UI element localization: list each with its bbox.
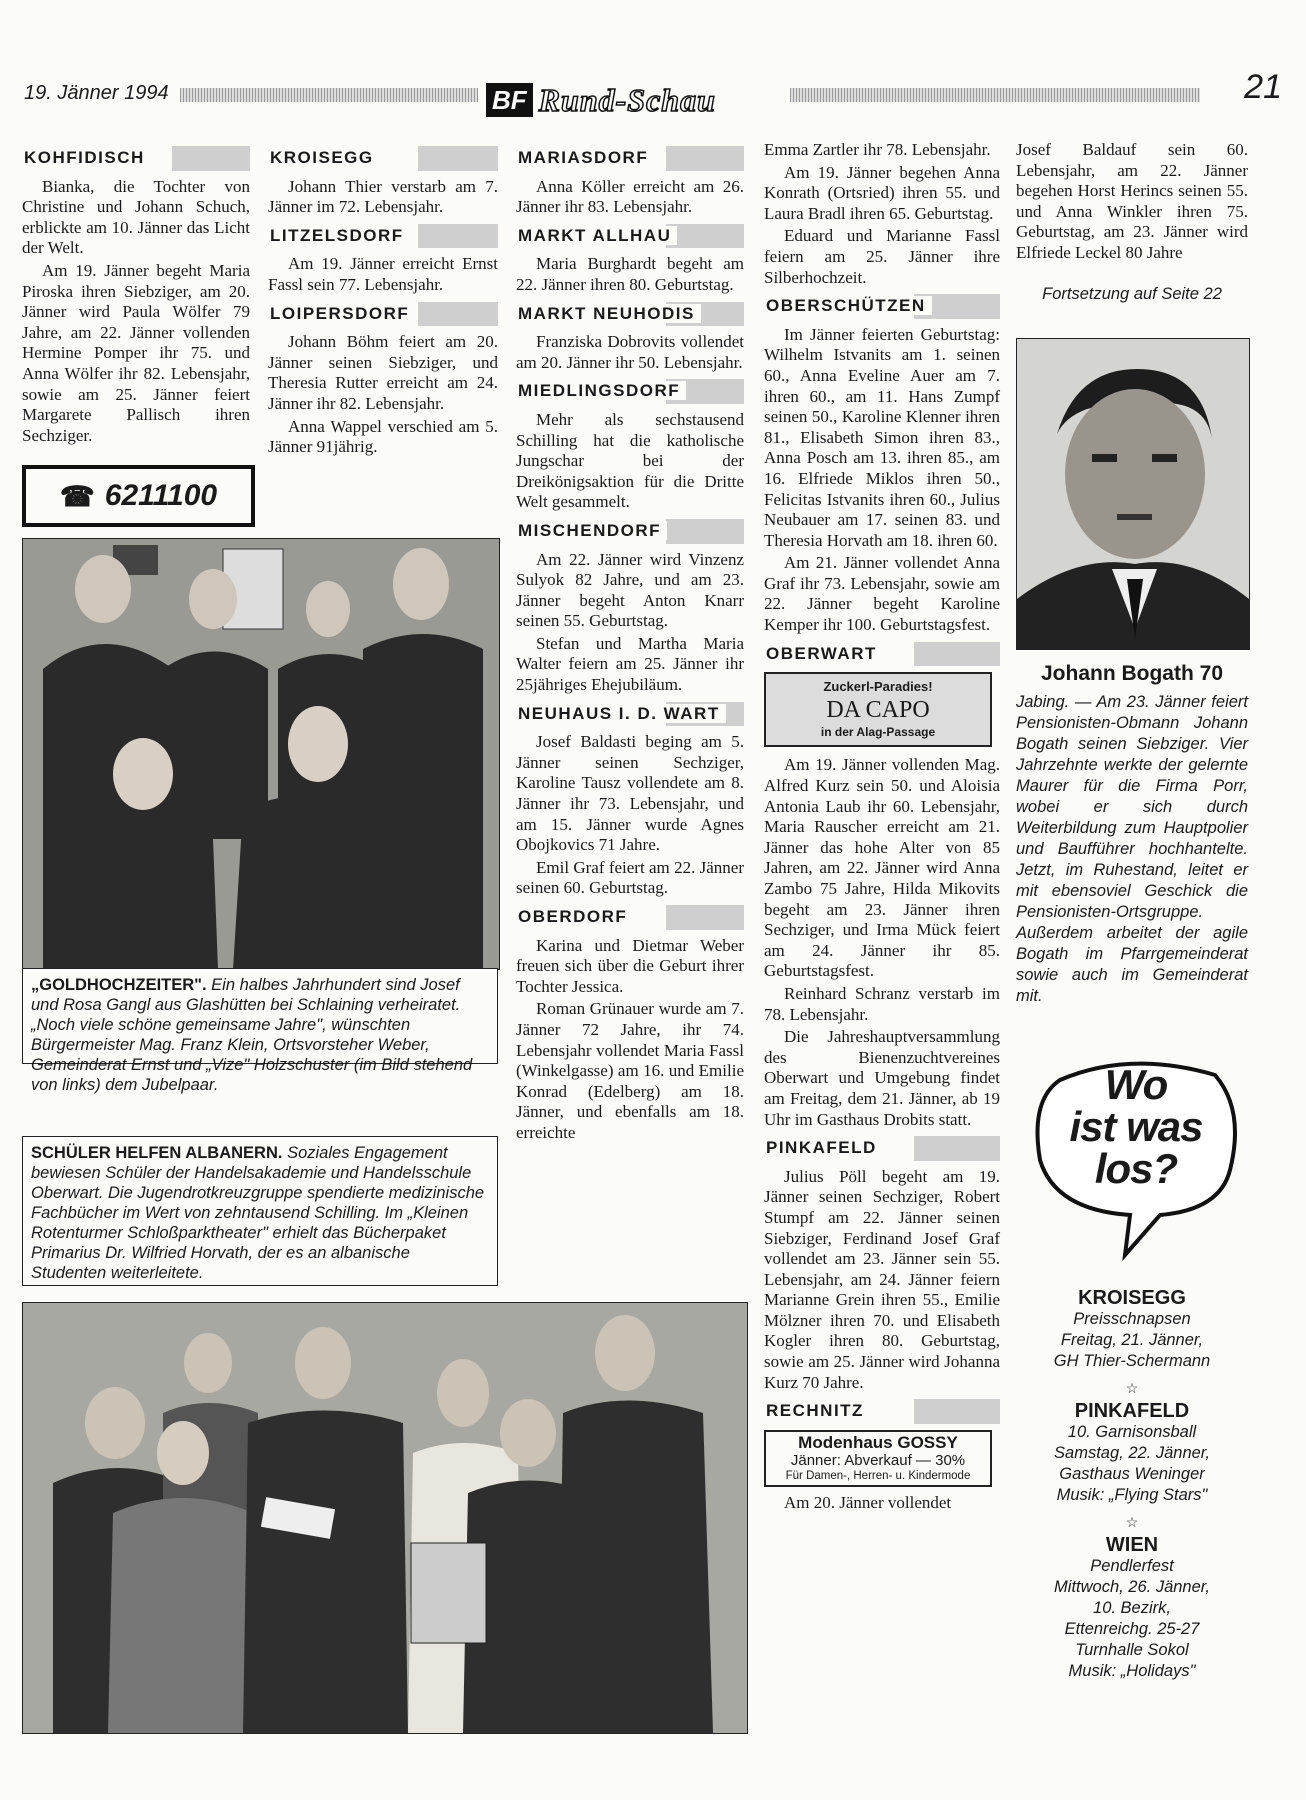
article-text: Stefan und Martha Maria Walter feiern am 25. Jänner ihr 25jähriges Ehejubiläum. [516,633,744,695]
photo-students [22,1302,748,1734]
column-2 [268,140,498,460]
section-heading: NEUHAUS I. D. WART [516,702,744,727]
photo-golden-wedding [22,538,500,970]
event-location: KROISEGG [1078,1287,1186,1309]
ad-offer: Jänner: Abverkauf — 30% [790,1451,966,1469]
article-text: Am 19. Jänner vollenden Mag. Alfred Kurz sein 50. und Aloisia Antonia Laub ihr 60. Lebensjahr, Maria Rauscher erreicht am 21. Jänner das hohe Alter von 85 Jahren, am 22. Jänner wird Anna Zambo 75 Jahre, Hilda Mikovits begeht am 23. Jänner ihren Sechziger, und Irma Mück feiert am 24. Jänner ihr 85. Geburtstagsfest. [764,755,1000,981]
rundschau-wordmark: Rund-Schau [538,81,716,118]
article-text: Johann Böhm feiert am 20. Jänner seinen Siebziger, und Theresia Rutter erreicht am 24. Jänner ihr 82. Lebensjahr. [268,332,498,413]
article-text: Roman Grünauer wurde am 7. Jänner 72 Jahre, ihr 74. Lebensjahr vollendet Maria Fassl (Winkelgasse) am 16. und Emilie Konrad (Edelberg) am 18. Jänner, und ebenfalls am 18. erreichte [516,999,744,1142]
events-bubble [1030,1050,1242,1270]
event-detail: Mittwoch, 26. Jänner, [1054,1578,1210,1596]
header-rule-right [790,88,1200,102]
article-text: Johann Thier verstarb am 7. Jänner im 72. Lebensjahr. [268,176,498,217]
section-heading: MARKT NEUHODIS [516,302,744,327]
bubble-line: los? [1094,1145,1178,1192]
column-1 [22,140,250,448]
bubble-line: Wo [1104,1061,1168,1108]
section-heading: OBERDORF [516,905,744,930]
section-heading: OBERWART [764,642,1000,667]
portrait-johann-bogath [1016,338,1250,650]
article-text: Am 22. Jänner wird Vinzenz Sulyok 82 Jahre, und am 23. Jänner begeht Anton Knarr seinen 55. Geburtstag. [516,549,744,631]
article-text: Am 19. Jänner begehen Anna Konrath (Ortsried) ihren 55. und Laura Bradl ihren 65. Geburtstag. [764,162,1000,223]
section-heading: LITZELSDORF [268,224,498,249]
section-heading: PINKAFELD [764,1136,1000,1161]
article-text: Reinhard Schranz verstarb im 78. Lebensjahr. [764,983,1000,1024]
caption-title: „GOLDHOCHZEITER". [31,976,207,994]
article-text: Am 19. Jänner erreicht Ernst Fassl sein 77. Lebensjahr. [268,254,498,294]
telephone-icon: ☎ [59,480,95,512]
star-icon: ☆ [1125,1514,1139,1530]
article-text: Franziska Dobrovits vollendet am 20. Jänner ihr 50. Lebensjahr. [516,332,744,372]
star-icon: ☆ [1125,1380,1139,1396]
column-4 [764,140,1000,1515]
article-text: Am 20. Jänner vollendet [784,1492,952,1512]
header-rule-left [180,88,478,102]
event-detail: Pendlerfest [1090,1557,1174,1575]
ad-gossy [764,1430,992,1487]
caption-text: Ein halbes Jahrhundert sind Josef und Rosa Gangl aus Glashütten bei Schlaining verheiratet. „Noch viele schöne gemeinsame Jahre", wünschten Bürgermeister Mag. Franz Klein, Ortsvorsteher Weber, Gemeinderat Ernst und „Vize" Holzschuster (im Bild stehend von links) dem Jubelpaar. [31,976,473,1094]
portrait-title: Johann Bogath 70 [1040,662,1224,685]
article-text: Im Jänner feierten Geburtstag: Wilhelm Istvanits am 1. seinen 60., Anna Eveline Auer am 7. ihren 60., am 11. Hans Zumpf seinen 50., Karoline Klenner ihren 81., Elisabeth Simon ihren 83., Anna Posch am 13. ihren 85., am 16. Elfriede Miklos ihren 50., Felicitas Istvanits ihren 60., Julius Neubauer am 17. seinen 83. und Theresia Horvath am 18. ihren 60. [764,324,1000,550]
article-text: Karina und Dietmar Weber freuen sich über die Geburt ihrer Tochter Jessica. [516,935,744,996]
portrait-text: Jabing. — Am 23. Jänner feiert Pensionisten-Obmann Johann Bogath seinen Siebziger. Vier Jahrzehnte werkte der gelernte Maurer für die Firma Porr, wobei er sich durch Weiterbildung zum Hauptpolier und Baufführer hochhantelte. Jetzt, im Ruhestand, leitet er mit ebensoviel Geschick die Pensionisten-Ortsgruppe. Außerdem arbeitet der agile Bogath im Pfarrgemeinderat sowie auch im Gemeinderat mit. [1016,693,1248,1005]
ad-brand: DA CAPO [826,696,930,723]
column-3 [516,140,744,1146]
event-location: WIEN [1105,1534,1159,1556]
article-text: Julius Pöll begeht am 19. Jänner seinen Sechziger, Robert Stumpf am 22. Jänner seinen Siebziger, Ferdinand Josef Graf vollendet am 23. Jänner sein 55. Lebensjahr, am 24. Jänner feiern Marianne Grein ihren 55., Emilie Mölzner ihren 70. und Elisabeth Kogler ihren 80. Geburtstag, sowie am 25. Jänner wird Johanna Kurz 70 Jahre. [764,1166,1000,1392]
section-heading: RECHNITZ [764,1399,1000,1424]
event-detail: Turnhalle Sokol [1075,1641,1189,1659]
event-location: PINKAFELD [1074,1400,1190,1422]
event-detail: 10. Garnisonsball [1067,1423,1197,1441]
event-detail: 10. Bezirk, [1093,1599,1171,1617]
section-heading: KOHFIDISCH [22,146,250,171]
event-detail: Musik: „Holidays" [1068,1662,1196,1680]
column-5 [1016,140,1248,266]
phone-box [22,465,255,527]
article-text: Emma Zartler ihr 78. Lebensjahr. [764,140,991,159]
events-list [1016,1282,1248,1682]
ad-da-capo [764,672,992,747]
section-heading: LOIPERSDORF [268,302,498,327]
phone-number: 6211100 [104,479,218,512]
event-detail: Ettenreichg. 25-27 [1064,1620,1200,1638]
ad-tagline: Zuckerl-Paradies! [823,679,933,695]
caption-albanians [22,1136,498,1286]
photo-figures [23,1303,747,1733]
article-text: Am 19. Jänner begeht Maria Piroska ihren Siebziger, am 20. Jänner wird Paula Wölfer 79 Jahre, am 22. Jänner vollenden Hermine Pomper ihr 75. und Anna Wölfer ihr 82. Lebensjahr, sowie am 25. Jänner feiert Margarete Pallisch ihren Sechziger. [22,260,250,445]
article-text: Anna Köller erreicht am 26. Jänner ihr 83. Lebensjahr. [516,176,744,217]
event-detail: Musik: „Flying Stars" [1056,1486,1208,1504]
article-text: Am 21. Jänner vollendet Anna Graf ihr 73. Lebensjahr, sowie am 22. Jänner begeht Karoline Kemper ihr 100. Geburtstagsfest. [764,553,1000,635]
section-heading: KROISEGG [268,146,498,171]
caption-golden-wedding [22,968,498,1094]
caption-text: Soziales Engagement bewiesen Schüler der Handelsakademie und Handelsschule Oberwart. Die Jugendrotkreuzgruppe spendierte medizinische Fachbücher im Wert von zehntausend Schilling. Im „Kleinen Rotenturmer Schloßparktheater" erhielt das Bücherpaket Primarius Dr. Wilfried Horvath, der es an albanische Studenten weiterleitete. [31,1144,485,1282]
masthead-logo [486,80,786,120]
article-text: Eduard und Marianne Fassl feiern am 25. Jänner ihre Silberhochzeit. [764,226,1000,287]
section-heading: MARIASDORF [516,146,744,171]
section-heading: MIEDLINGSDORF [516,379,744,404]
event-detail: Preisschnapsen [1073,1310,1191,1328]
caption-title: SCHÜLER HELFEN ALBANERN. [31,1144,283,1162]
event-detail: Gasthaus Weninger [1059,1465,1205,1483]
section-heading: MISCHENDORF [516,519,744,544]
article-text: Anna Wappel verschied am 5. Jänner 91jährig. [268,416,498,457]
portrait-figure [1017,339,1249,649]
article-text: Bianka, die Tochter von Christine und Johann Schuch, erblickte am 10. Jänner das Licht der Welt. [22,176,250,258]
page-number: 21 [1244,68,1282,106]
article-text: Emil Graf feiert am 22. Jänner seinen 60. Geburtstag. [516,857,744,898]
ad-location: in der Alag-Passage [820,724,936,739]
section-heading: MARKT ALLHAU [516,224,744,249]
event-detail: Samstag, 22. Jänner, [1054,1444,1210,1462]
bubble-line: ist was [1069,1103,1203,1150]
section-heading: OBERSCHÜTZEN [764,294,1000,319]
article-text: Maria Burghardt begeht am 22. Jänner ihren 80. Geburtstag. [516,254,744,294]
bf-logo: BF [486,83,533,117]
event-detail: GH Thier-Schermann [1053,1352,1211,1370]
article-text: Josef Baldauf sein 60. Lebensjahr, am 22. Jänner begehen Horst Herincs seinen 55. und Anna Winkler ihren 75. Geburtstag, am 23. Jänner wird Elfriede Leckel 80 Jahre [1016,140,1248,262]
continued-note: Fortsetzung auf Seite 22 [1042,285,1222,303]
issue-date: 19. Jänner 1994 [24,82,169,104]
article-text: Die Jahreshauptversammlung des Bienenzuchtvereines Oberwart und Umgebung findet am Freitag, dem 21. Jänner, ab 19 Uhr im Gasthaus Drobits statt. [764,1027,1000,1129]
ad-subline: Für Damen-, Herren- u. Kindermode [785,1469,971,1482]
article-text: Mehr als sechstausend Schilling hat die katholische Jungschar bei der Dreikönigsaktion für die Dritte Welt gesammelt. [516,409,744,512]
ad-brand: Modenhaus GOSSY [798,1432,958,1452]
event-detail: Freitag, 21. Jänner, [1060,1331,1204,1349]
photo-figures [23,539,499,969]
article-text: Josef Baldasti beging am 5. Jänner seinen Sechziger, Karoline Tausz vollendete am 8. Jänner ihr 73. Lebensjahr, und am 15. Jänner wurde Agnes Obojkovics 71 Jahre. [516,732,744,855]
